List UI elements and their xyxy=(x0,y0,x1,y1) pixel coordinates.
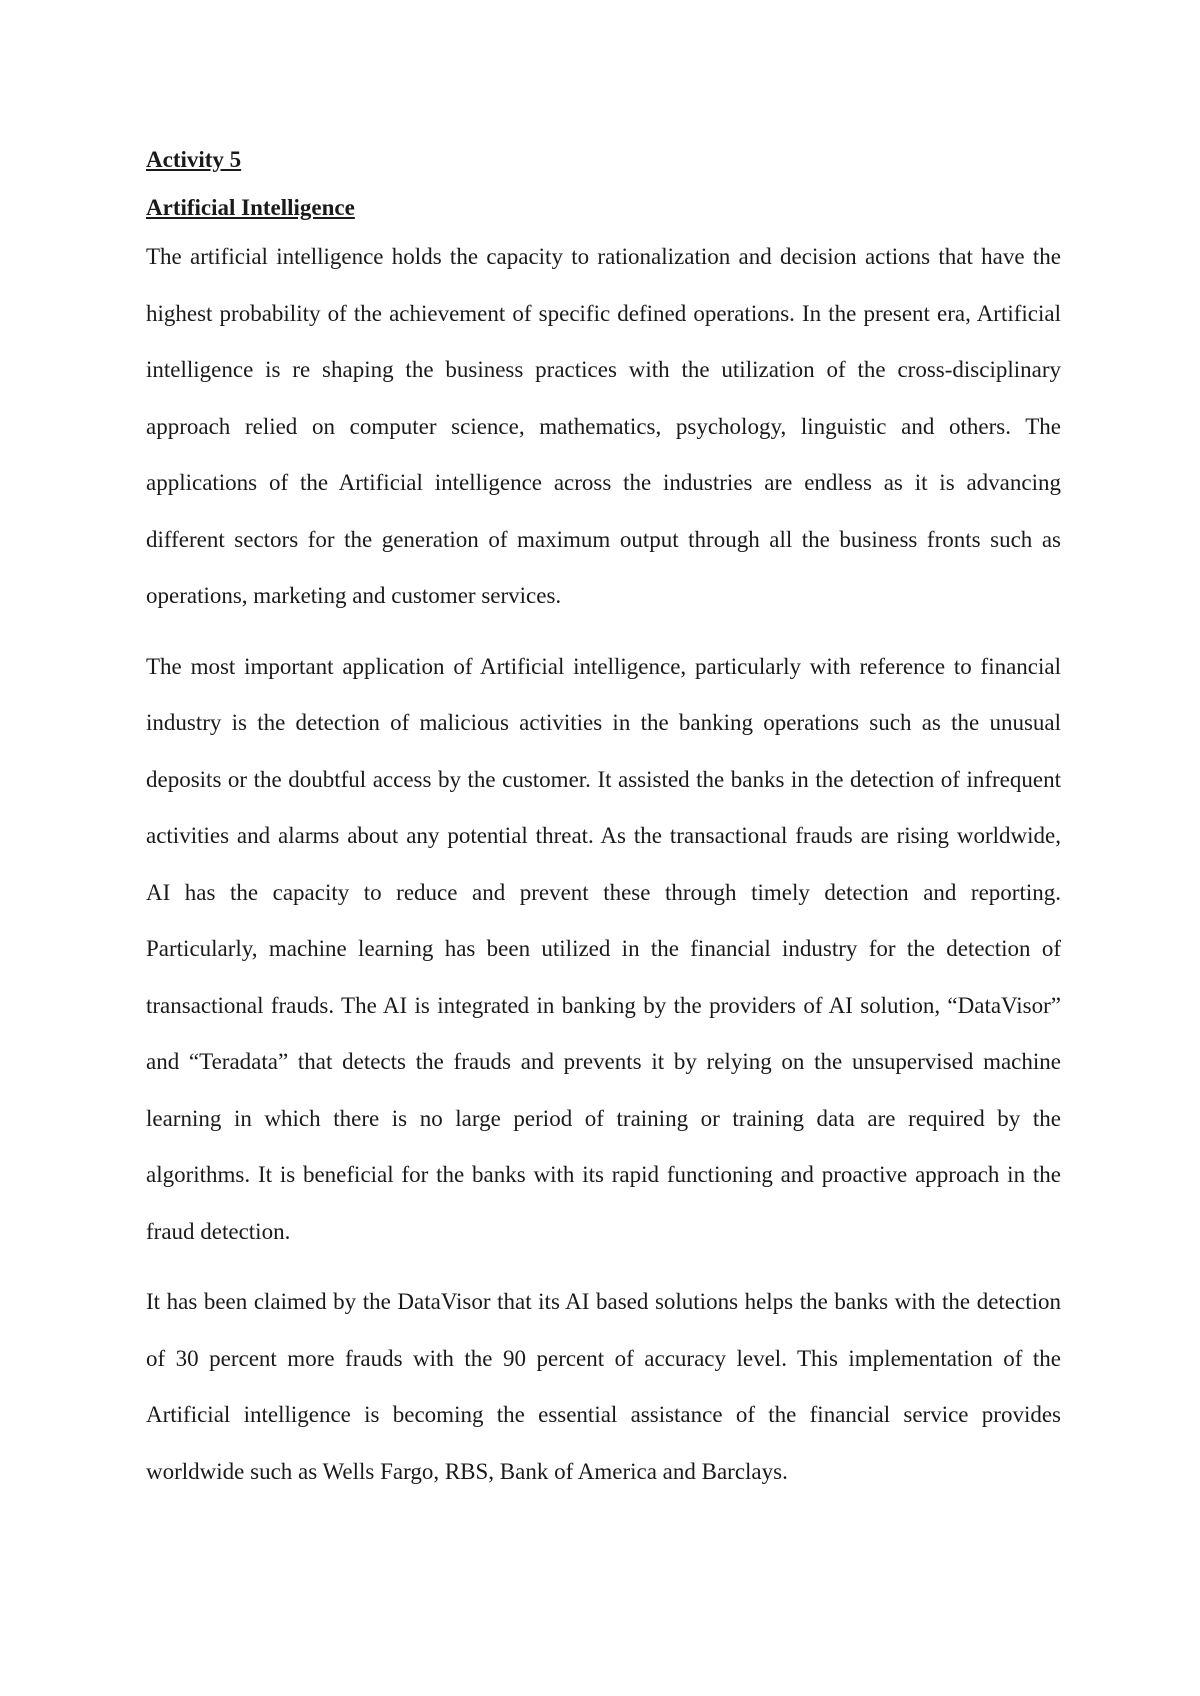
section-title: Artificial Intelligence xyxy=(146,195,355,220)
paragraph-intro: The artificial intelligence holds the capacity to rationalization and decision actions that have the highest probability of the achievement of specific defined operations. In the present era, Artificial intelligence is re shaping the business practices with the utilization of the cross-disciplinary approach relied on computer science, mathematics, psychology, linguistic and others. The applications of the Artificial intelligence across the industries are endless as it is advancing different sectors for the generation of maximum output through all the business fronts such as operations, marketing and customer services. xyxy=(146,244,1061,608)
activity-title: Activity 5 xyxy=(146,147,242,172)
document-body xyxy=(146,140,1061,1500)
paragraph-fraud-detection: The most important application of Artificial intelligence, particularly with reference to financial industry is the detection of malicious activities in the banking operations such as the unusual deposits or the doubtful access by the customer. It assisted the banks in the detection of infrequent activities and alarms about any potential threat. As the transactional frauds are rising worldwide, AI has the capacity to reduce and prevent these through timely detection and reporting. Particularly, machine learning has been utilized in the financial industry for the detection of transactional frauds. The AI is integrated in banking by the providers of AI solution, “DataVisor” and “Teradata” that detects the frauds and prevents it by relying on the unsupervised machine learning in which there is no large period of training or training data are required by the algorithms. It is beneficial for the banks with its rapid functioning and proactive approach in the fraud detection. xyxy=(146,653,1061,1244)
paragraph-datavisor-claims: It has been claimed by the DataVisor that its AI based solutions helps the banks with the detection of 30 percent more frauds with the 90 percent of accuracy level. This implementation of the Artificial intelligence is becoming the essential assistance of the financial service provides worldwide such as Wells Fargo, RBS, Bank of America and Barclays. xyxy=(146,1289,1061,1484)
